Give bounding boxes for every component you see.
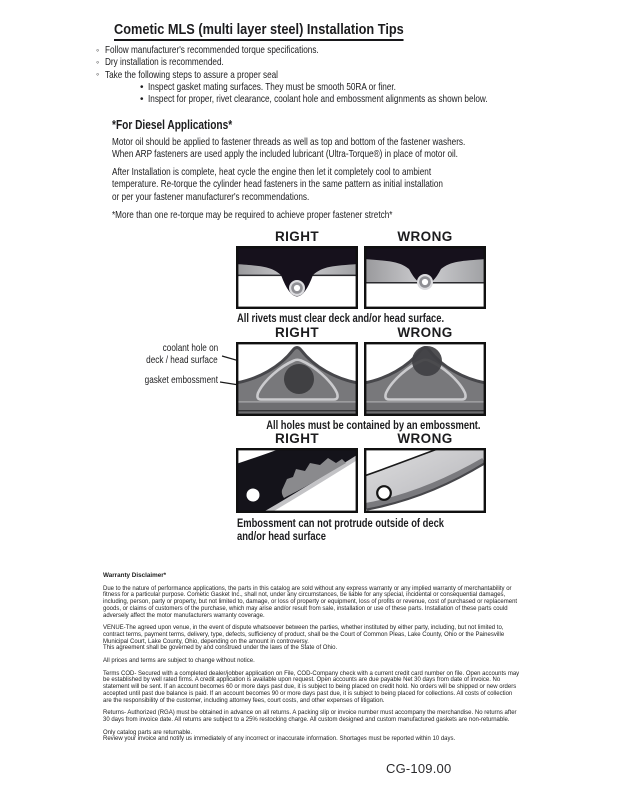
list-item — [96, 56, 583, 68]
ring-bullet-icon: ◦ — [96, 56, 100, 67]
list-item-text: Dry installation is recommended. — [105, 56, 224, 69]
text-line — [112, 166, 565, 178]
row2-right-label: RIGHT — [275, 325, 319, 340]
row1-right-label: RIGHT — [275, 229, 319, 244]
ring-bullet-icon: ◦ — [96, 69, 100, 80]
list-item — [96, 44, 583, 56]
diagram-deck-right-panel — [236, 448, 358, 513]
disclaimer-paragraph: Due to the nature of performance applications, the parts in this catalog are sold without any express warranty or any implied warranty of merchantability or fitness for a particular purpose. Cometic Gasket Inc., shall not, under any circumstances, be liable for any special, incidental or consequential damages, including, person, party or property, but not limited to, damage, or loss of property or equipment, loss of profits or revenue, cost of purchased or replacement goods, or claims of customers of the purchase, which may arise and/or result from sale, installation or use of these parts. Installation of these parts could adversely affect the motor manufacturers warranty coverage. — [103, 585, 518, 619]
text-line — [112, 148, 565, 160]
diesel-heading-text: *For Diesel Applications* — [112, 117, 233, 132]
list-item — [140, 93, 583, 105]
page-code: CG-109.00 — [386, 761, 452, 776]
text-line-content: temperature. Re-torque the cylinder head fasteners in the same pattern as initial installation — [112, 178, 443, 191]
list-item — [96, 69, 583, 81]
disclaimer-paragraph: This agreement shall be governed by and construed under the laws of the State of Ohio. — [103, 645, 338, 652]
text-line — [112, 191, 565, 203]
disclaimer-heading: Warranty Disclaimer* — [103, 572, 167, 579]
dot-bullet-icon: • — [140, 93, 144, 105]
row3-right-label: RIGHT — [275, 431, 319, 446]
row1-caption-text: All rivets must clear deck and/or head surface. — [237, 311, 445, 325]
annotation-text: gasket embossment — [144, 374, 218, 386]
row3-caption-line2: and/or head surface — [237, 529, 326, 544]
diagram-rivet-wrong-panel — [364, 246, 486, 309]
diesel-section — [112, 117, 565, 221]
row1-caption — [237, 311, 502, 325]
row2-wrong-label: WRONG — [397, 325, 453, 340]
diesel-heading — [112, 117, 565, 132]
row1-wrong-label: WRONG — [397, 229, 453, 244]
diagram-embossment-right-panel — [236, 342, 358, 416]
text-line-content: Motor oil should be applied to fastener threads as well as top and bottom of the fastener washers. — [112, 136, 466, 148]
row2-caption — [236, 418, 486, 432]
disclaimer-paragraph: Returns- Authorized (RGA) must be obtained in advance on all returns. A packing slip or invoice number must accompany the merchandise. No returns after 30 days from invoice date. All returns are subject to a 25% restocking charge. All custom designed and custom manufactured gaskets are non-returnable. — [103, 710, 517, 723]
dot-bullet-icon: • — [140, 81, 144, 93]
text-line-content: *More than one re-torque may be required to achieve proper fastener stretch* — [112, 208, 393, 221]
row2-caption-text: All holes must be contained by an embossment. — [266, 418, 481, 432]
diesel-paragraph-2 — [112, 166, 565, 203]
list-item-text: Inspect for proper, rivet clearance, coolant hole and embossment alignments as shown below. — [148, 93, 488, 106]
row3-caption — [237, 517, 502, 543]
diesel-paragraph-1 — [112, 136, 565, 161]
disclaimer-paragraph: VENUE-The agreed upon venue, in the event of dispute whatsoever between the parties, whether instituted by either party, including, but not limited to, contract terms, payment terms, delivery, type, defects, sufficiency of product, shall be the Court of Common Pleas, Lake County, Ohio or the Painesville Municipal Court, Lake County, Ohio, depending on the amount in controversy. — [103, 625, 505, 645]
row3-wrong-label: WRONG — [397, 431, 453, 446]
text-line-content: or per your fastener manufacturer's recommendations. — [112, 190, 310, 203]
disclaimer-paragraph: Only catalog parts are returnable. — [103, 729, 193, 736]
diesel-note — [112, 209, 565, 221]
list-item-text: Follow manufacturer's recommended torque specifications. — [105, 44, 319, 56]
text-line-content: After Installation is complete, heat cycle the engine then let it completely cool to ambient — [112, 165, 432, 178]
text-line — [112, 136, 565, 148]
row3-caption-line1: Embossment can not protrude outside of deck — [237, 516, 444, 530]
list-item-text: Take the following steps to assure a proper seal — [105, 68, 279, 81]
disclaimer-paragraph: All prices and terms are subject to change without notice. — [103, 658, 255, 665]
text-line — [112, 209, 565, 221]
annotation-text: deck / head surface — [146, 353, 218, 366]
disclaimer-paragraph: Review your invoice and notify us immediately of any incorrect or inaccurate information. Shortages must be reported within 10 days. — [103, 736, 456, 743]
diagram-rivet-right-panel — [236, 246, 358, 309]
annotation-text: coolant hole on — [162, 342, 218, 354]
text-line-content: When ARP fasteners are used apply the included lubricant (Ultra-Torque®) in place of motor oil. — [112, 148, 458, 161]
installation-tips-list — [96, 44, 583, 106]
disclaimer-paragraph: Terms COD- Secured with a completed dealer/jobber application on File, COD-Company check with a current credit card number on file. Open accounts may be established by well rated firms. A credit application is available upon request. Open accounts are due payable Net 30 days from date of invoice. No statement will be sent. If an account becomes 60 or more days past due, it is subject to being placed on credit hold. No orders will be shipped or new orders accepted until past due balance is paid. If an account becomes 90 or more days past due, it is subject to being placed for collections. All costs of collection are the responsibility of the customer, including attorney fees, court costs, and other expenses of litigation. — [103, 670, 520, 704]
page-title-text: Cometic MLS (multi layer steel) Installation Tips — [114, 22, 404, 41]
diagram-deck-wrong-panel — [364, 448, 486, 513]
diagram-embossment-wrong-panel — [364, 342, 486, 416]
ring-bullet-icon: ◦ — [96, 44, 100, 55]
warranty-disclaimer — [103, 573, 521, 749]
text-line — [112, 178, 565, 190]
page-title — [114, 22, 443, 41]
list-item — [140, 81, 583, 93]
list-item-text: Inspect gasket mating surfaces. They must be smooth 50RA or finer. — [148, 81, 396, 94]
